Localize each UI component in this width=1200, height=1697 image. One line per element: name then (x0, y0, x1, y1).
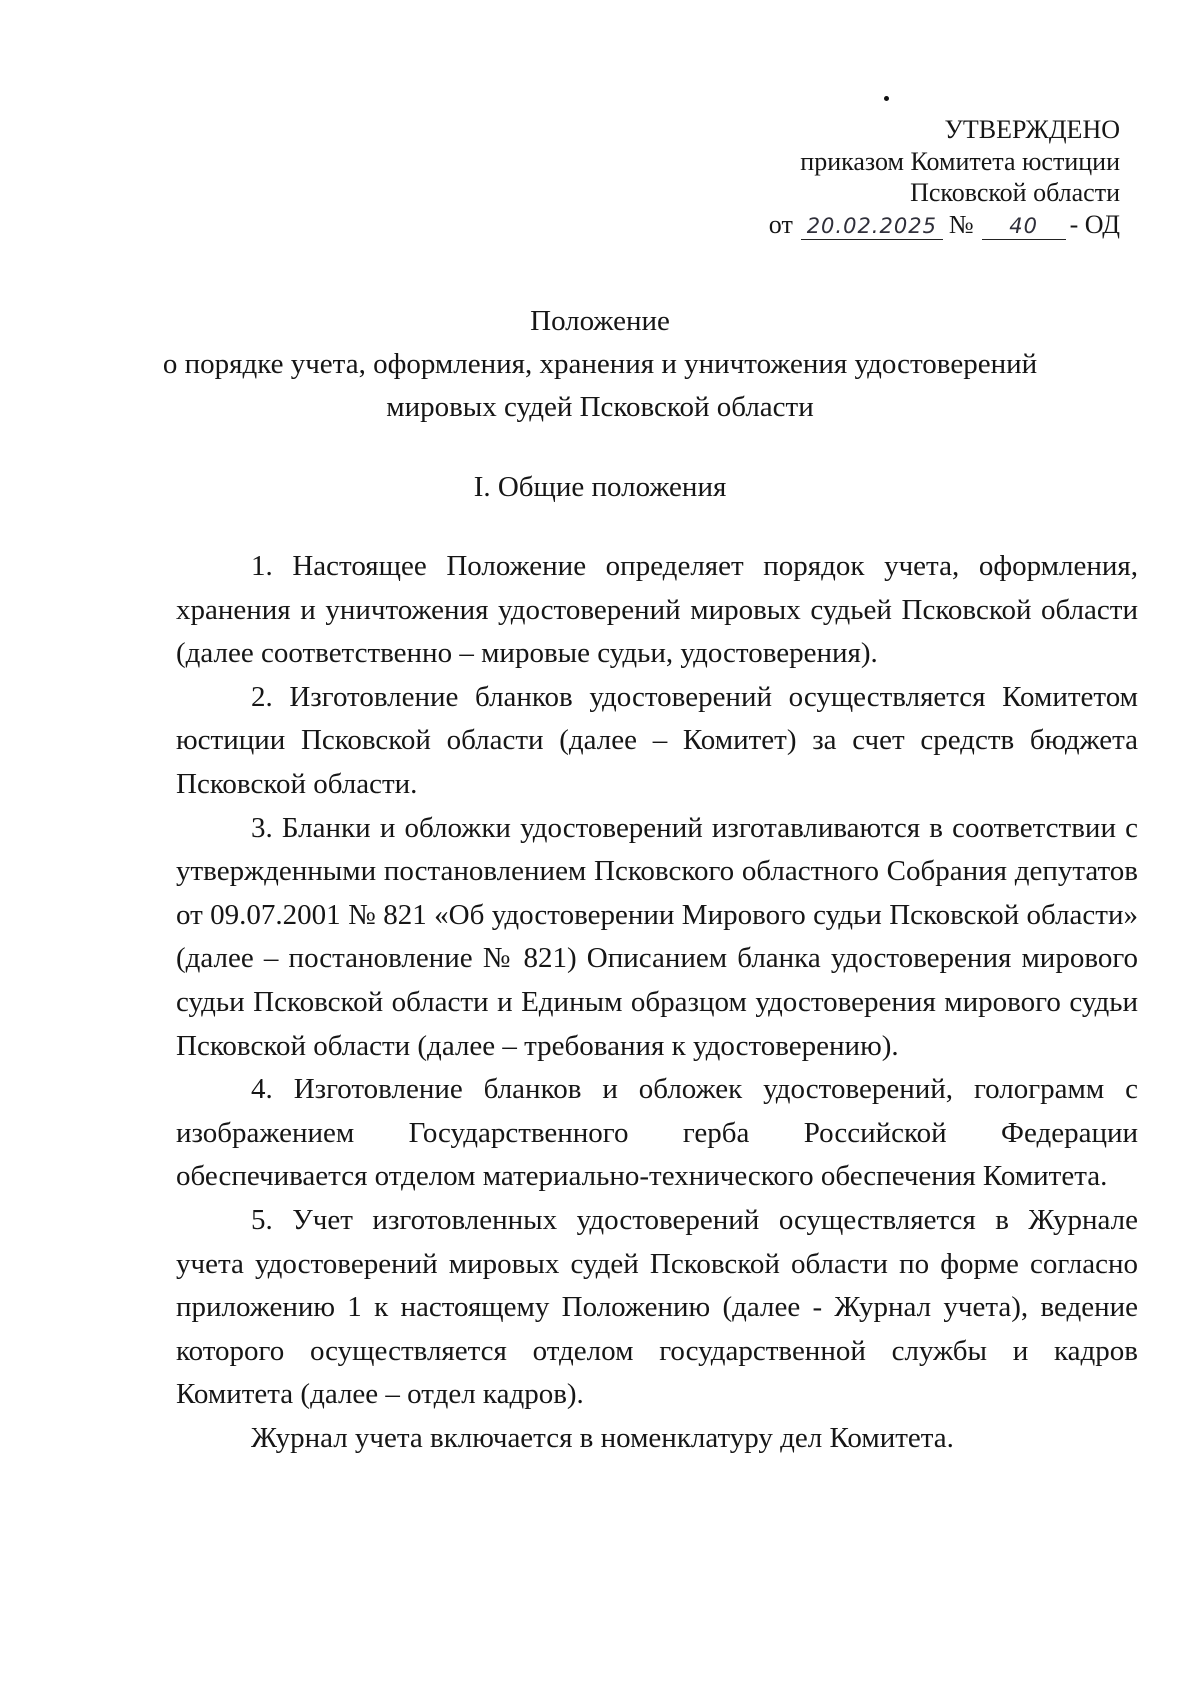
date-number-line (769, 209, 1120, 241)
approval-stamp (769, 114, 1120, 240)
number-suffix: - ОД (1069, 209, 1120, 239)
paragraph-1: 1. Настоящее Положение определяет порядок учета, оформления, хранения и уничтожения удостоверений мировых судьей Псковской области (далее соответственно – мировые судьи, удостоверения). (176, 550, 1138, 670)
paragraph-2: 2. Изготовление бланков удостоверений осуществляется Комитетом юстиции Псковской области (далее – Комитет) за счет средств бюджета Псковской области. (176, 680, 1138, 800)
document-title (0, 300, 1200, 429)
order-of-line: приказом Комитета юстиции (800, 146, 1120, 176)
number-sign: № (948, 209, 974, 239)
scan-dot (884, 96, 889, 101)
section-heading: I. Общие положения (473, 471, 727, 503)
date-prefix: от (768, 209, 793, 239)
region-line: Псковской области (910, 178, 1120, 207)
approved-label: УТВЕРЖДЕНО (944, 115, 1120, 144)
paragraph-4: 4. Изготовление бланков и обложек удостоверений, голограмм с изображением Государственного герба Российской Федерации обеспечивается отделом материально-технического обеспечения Комитета. (176, 1073, 1138, 1193)
document-body (176, 545, 1138, 1460)
paragraph-5: 5. Учет изготовленных удостоверений осуществляется в Журнале учета удостоверений мировых судей Псковской области по форме согласно приложению 1 к настоящему Положению (далее - Журнал учета), ведение которого осуществляется отделом государственной службы и кадров Комитета (далее – отдел кадров). (176, 1203, 1138, 1411)
title-line-3: мировых судей Псковской области (386, 391, 814, 423)
handwritten-date: 20.02.2025 (801, 213, 943, 240)
handwritten-number: 40 (982, 213, 1066, 240)
title-line-1: Положение (530, 305, 670, 337)
title-line-2: о порядке учета, оформления, хранения и уничтожения удостоверений (162, 348, 1038, 380)
paragraph-journal-note: Журнал учета включается в номенклатуру дел Комитета. (251, 1421, 954, 1454)
paragraph-3: 3. Бланки и обложки удостоверений изготавливаются в соответствии с утвержденными постановлением Псковского областного Собрания депутатов от 09.07.2001 № 821 «Об удостоверении Мирового судьи Псковской области» (далее – постановление № 821) Описанием бланка удостоверения мирового судьи Псковской области и Единым образцом удостоверения мирового судьи Псковской области (далее – требования к удостоверению). (176, 811, 1138, 1062)
